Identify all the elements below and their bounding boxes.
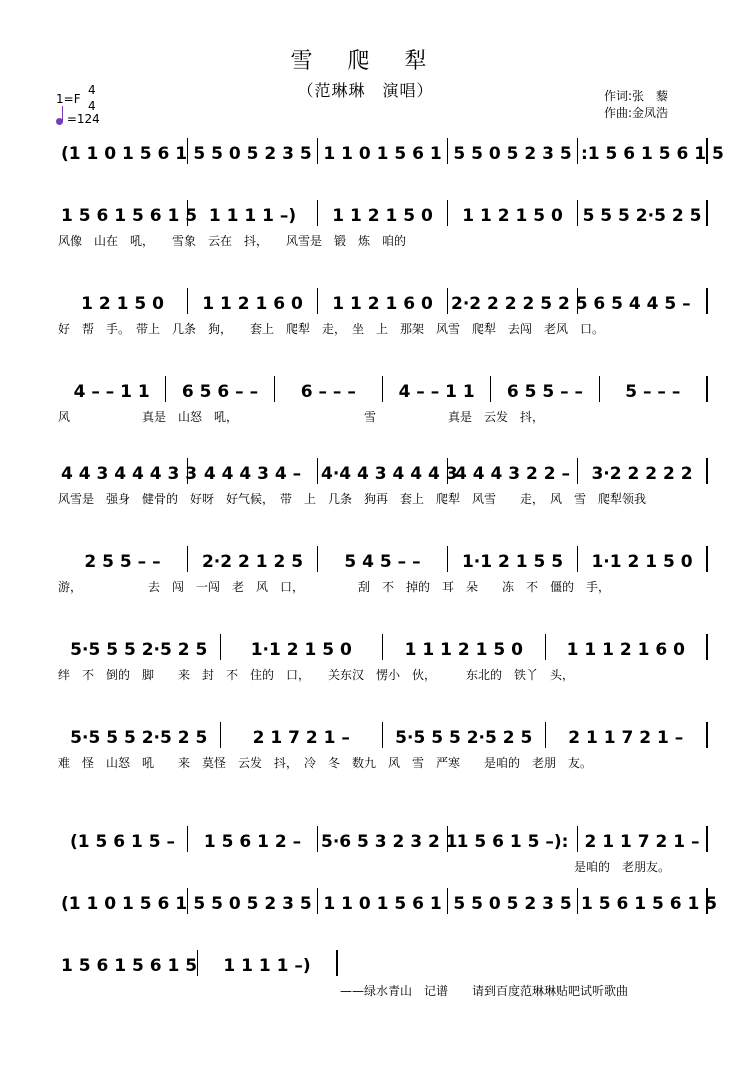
measure-notes: 5 5 0 5 2 3 5 [193,894,312,914]
lyrics-row: 难 怪 山怒 吼 来 莫怪 云发 抖， 冷 冬 数九 风 雪 严寒 是咱的 老朋 友。 [58,756,593,770]
measure [166,376,274,402]
score-system [58,138,724,190]
measure [578,458,708,484]
lyrics-row: 绊 不 倒的 脚 来 封 不 住的 口， 关东汉 愣小 伙， 东北的 铁丫 头， [58,668,575,682]
measure [188,458,318,484]
meter-bottom: 4 [88,99,96,113]
measure [58,634,221,660]
measure-notes: 4 4 4 3 4 – [203,464,302,484]
notes-row [58,200,708,226]
measure [58,376,166,402]
quarter-note-icon [56,118,63,125]
measure-notes: 5 – – – [625,382,681,402]
song-subtitle: （范琳琳 演唱） [297,81,434,100]
measure-notes: 2 1 1 7 2 1 – [568,728,684,748]
notes-row [58,634,708,660]
measure-notes: 3·2 2 2 2 2 [591,464,693,484]
measure-notes: 6 5 5 – – [506,382,584,402]
measure [318,200,448,226]
measure [58,458,198,484]
measure-notes: 5 5 5 2·5 2 5 [582,206,702,226]
measure [318,458,458,484]
measure [318,826,458,852]
measure-notes: 1·1 2 1 5 0 [591,552,693,572]
measure-notes: 4 4 4 3 2 2 – [455,464,570,484]
measure [58,546,188,572]
notes-row [58,888,718,914]
measure-notes: 1 1 1 1 –) [223,956,311,976]
measure-notes: 5 5 0 5 2 3 5 [453,144,572,164]
measure [188,888,318,914]
measure [58,950,198,976]
score-system [58,888,718,940]
measure [188,200,318,226]
lyrics-row: 是咱的 老朋友。 [58,860,671,874]
lyrics-row: 好 帮 手。 带上 几条 狗， 套上 爬犁 走， 坐 上 那架 风雪 爬犁 去闯 老风 口。 [58,322,605,336]
measure [275,376,383,402]
measure [188,826,318,852]
measure [318,138,448,164]
measure [188,288,318,314]
measure-notes: 4·4 4 3 4 4 4 3 [321,464,458,484]
measure-notes: 1 5 6 1 5 6 1 5 [61,956,198,976]
measure [383,722,546,748]
measure [578,888,718,914]
measure-notes: (1 5 6 1 5 – [69,832,175,852]
measure-notes: 1 1 0 1 5 6 1 [323,894,442,914]
measure-notes: 4 – – 1 1 [398,382,475,402]
measure-notes: 5 4 5 – – [344,552,421,572]
measure-notes: :1 5 6 1 5 6 1 5 [581,144,724,164]
measure [318,888,448,914]
measure-notes: 1 5 6 1 5 6 1 5 [581,894,718,914]
measure-notes: 5·5 5 5 2·5 2 5 [70,728,208,748]
measure [546,722,709,748]
measure [58,722,221,748]
score-system [58,634,708,686]
measure-notes: 1 1 0 1 5 6 1 [323,144,442,164]
measure-notes: 1 1 1 2 1 5 0 [404,640,523,660]
notes-row [58,950,708,976]
measure-notes: 1 1 2 1 5 0 [462,206,563,226]
measure [448,546,578,572]
measure-notes: 1·1 2 1 5 5 [461,552,564,572]
measure-notes: 1 5 6 1 2 – [203,832,302,852]
measure [448,826,578,852]
measure [221,722,384,748]
measure-notes: (1 1 0 1 5 6 1 [61,144,188,164]
measure [58,200,198,226]
song-title: 雪 爬 犁 [290,49,441,74]
lyrics-row: 风 真是 山怒 吼， 雪 真是 云发 抖， [58,410,545,424]
lyrics-row: 风像 山在 吼， 雪象 云在 抖， 风雪是 锻 炼 咱的 [58,234,407,248]
measure [448,288,588,314]
tempo-value: =124 [66,112,100,126]
measure [578,826,708,852]
footer-note: ——绿水青山 记谱 请到百度范琳琳贴吧试听歌曲 [340,984,629,998]
measure-notes: 1 1 2 1 6 0 [332,294,433,314]
notes-row [58,288,708,314]
measure [448,138,578,164]
lyrics-row: 风雪是 强身 健骨的 好呀 好气候， 带 上 几条 狗再 套上 爬犁 风雪 走， 风 雪 爬犁领我 [58,492,647,506]
measure [58,888,188,914]
score-system [58,200,708,252]
measure-notes: 5 5 0 5 2 3 5 [453,894,572,914]
score-system [58,826,708,878]
measure-notes: 5·5 5 5 2·5 2 5 [395,728,533,748]
measure [448,200,578,226]
measure [448,458,578,484]
measure-notes: 1 5 6 1 5 6 1 5 [61,206,198,226]
measure [198,950,338,976]
measure-notes: 6 – – – [300,382,356,402]
measure-notes: 1·1 2 1 5 0 [250,640,352,660]
measure-notes: 4 4 3 4 4 4 3 3 [61,464,198,484]
measure [58,826,188,852]
notes-row [58,458,708,484]
notes-row [58,722,708,748]
score-system [58,546,708,598]
lyrics-row: 游， 去 闯 一闯 老 风 口， 刮 不 掉的 耳 朵 冻 不 僵的 手， [58,580,611,594]
measure-notes: 1 1 1 2 1 6 0 [566,640,685,660]
measure [546,634,709,660]
measure [383,634,546,660]
measure [578,138,724,164]
score-system [58,376,708,428]
measure-notes: 5·5 5 5 2·5 2 5 [70,640,208,660]
measure [578,288,708,314]
measure [578,200,708,226]
measure [318,546,448,572]
measure-notes: 2 1 7 2 1 – [252,728,350,748]
score-system [58,288,708,340]
measure-notes: 2·2 2 1 2 5 [201,552,304,572]
measure-notes: 1 2 1 5 0 [81,294,164,314]
measure-notes: 6 5 6 – – [181,382,259,402]
measure [58,288,188,314]
measure-notes: 4 – – 1 1 [73,382,150,402]
measure-notes: 5 5 0 5 2 3 5 [193,144,312,164]
measure-notes: 6 5 4 4 5 – [593,294,691,314]
measure-notes: 2 1 1 7 2 1 – [584,832,700,852]
notes-row [58,138,724,164]
notes-row [58,546,708,572]
measure-notes: 1 1 1 1 –) [208,206,297,226]
measure-notes: 1 1 2 1 6 0 [202,294,303,314]
measure [221,634,384,660]
measure [448,888,578,914]
notes-row [58,826,708,852]
measure-notes: 2 5 5 – – [84,552,161,572]
tempo-marking [56,112,100,126]
measure [318,288,448,314]
measure-notes: 1 5 6 1 5 –): [456,832,569,852]
lyricist: 作词:张 藜 [604,89,669,103]
measure [188,546,318,572]
measure [188,138,318,164]
measure [383,376,491,402]
measure-notes: 5·6 5 3 2 3 2 1 [321,832,458,852]
notes-row [58,376,708,402]
credits [604,88,668,122]
measure [578,546,708,572]
measure-notes: 2·2 2 2 2 5 2 5 [451,294,588,314]
measure [58,138,188,164]
score-system [58,722,708,774]
measure [491,376,599,402]
measure-notes: (1 1 0 1 5 6 1 [61,894,188,914]
time-signature [88,82,96,114]
score-system [58,458,708,510]
composer: 作曲:金凤浩 [604,106,669,120]
measure [600,376,708,402]
key-signature: 1=F [56,92,81,106]
meter-top: 4 [88,83,96,97]
measure-notes: 1 1 2 1 5 0 [332,206,433,226]
